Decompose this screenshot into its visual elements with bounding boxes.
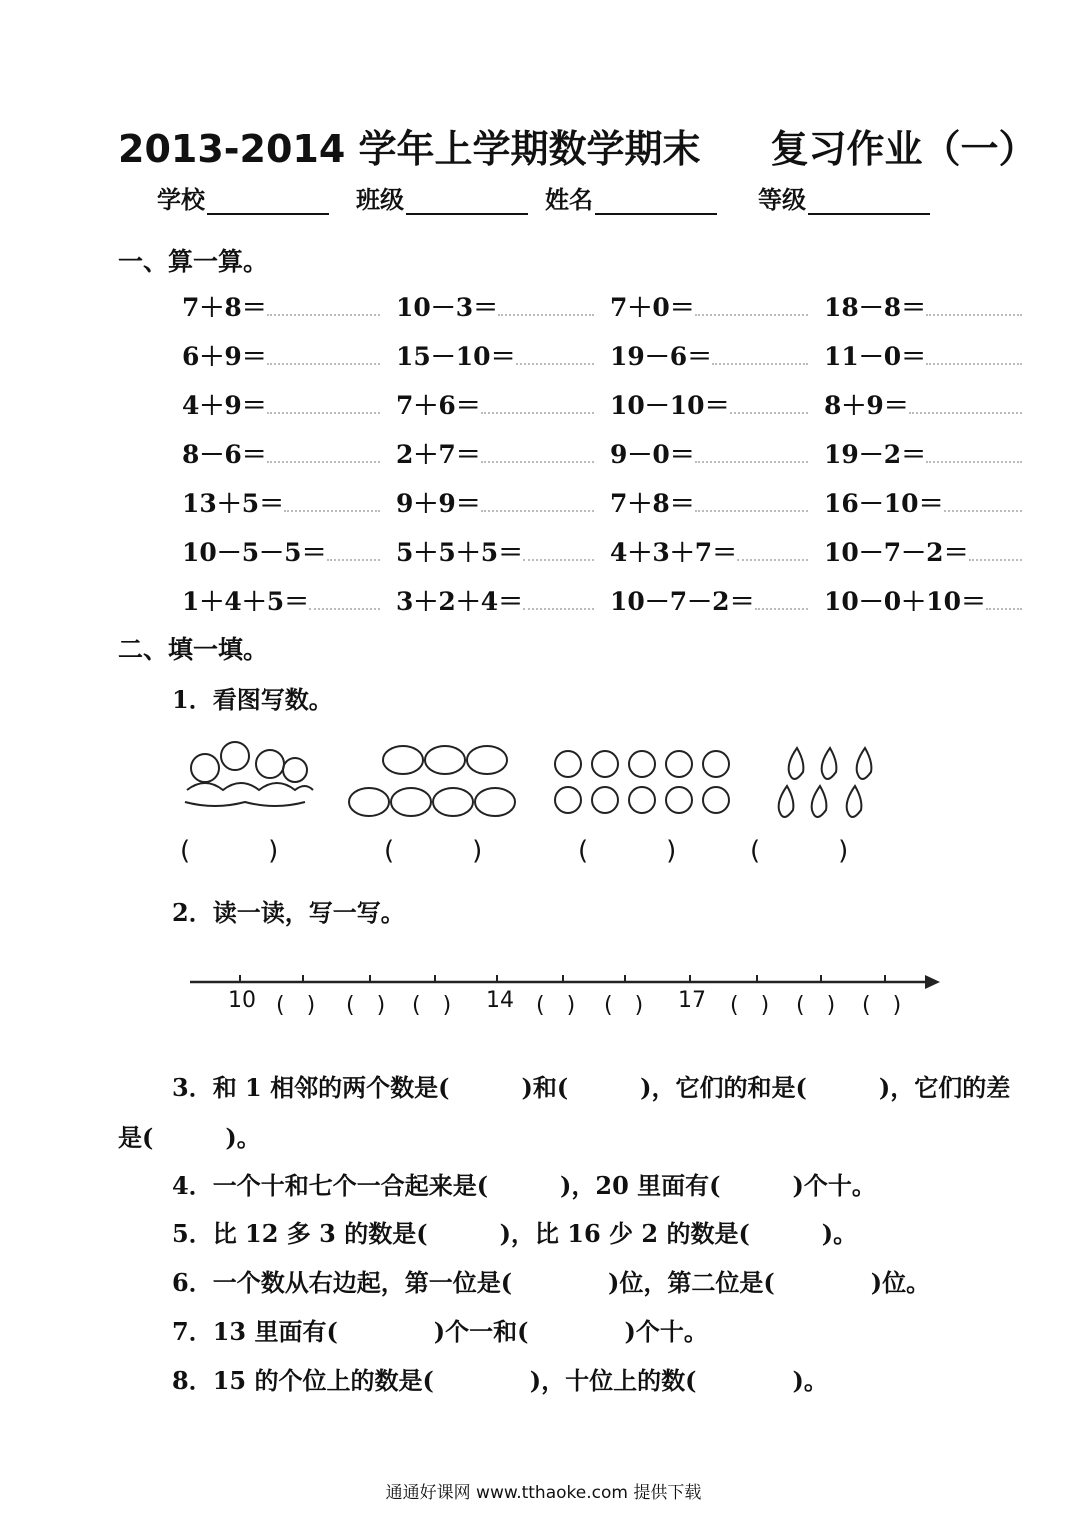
question-6: 6．一个数从右边起，第一位是( )位，第二位是( )位。 [172, 1268, 931, 1297]
equation-item [182, 386, 380, 422]
question-4: 4．一个十和七个一合起来是( )，20 里面有( )个十。 [172, 1171, 876, 1200]
answer-blank[interactable] [498, 312, 594, 316]
answer-blank[interactable] [737, 557, 808, 561]
school-field[interactable] [207, 189, 329, 215]
equation-item [182, 435, 380, 471]
answer-blank-apples[interactable]: ( ) [578, 836, 677, 866]
equation-item [396, 582, 594, 618]
numberline-label-14: 14 [486, 988, 514, 1013]
title-main: 2013-2014 学年上学期数学期末 [118, 127, 701, 171]
equation-item [610, 435, 808, 471]
equation-text: 8＋9＝ [824, 391, 909, 420]
question-3-line2: 是( )。 [118, 1123, 261, 1152]
answer-blank[interactable] [309, 606, 380, 610]
answer-blank[interactable] [909, 410, 1022, 414]
question-7: 7．13 里面有( )个一和( )个十。 [172, 1317, 708, 1346]
answer-blank[interactable] [926, 312, 1022, 316]
equation-text: 9＋9＝ [396, 489, 481, 518]
info-label: 姓名 [545, 185, 593, 214]
equation-item [610, 288, 808, 324]
answer-blank[interactable] [267, 361, 380, 365]
info-name [545, 180, 717, 215]
numberline-blank[interactable]: ( ) [276, 993, 316, 1018]
pear-illustration [779, 748, 872, 817]
answer-blank[interactable] [267, 312, 380, 316]
equation-item [610, 386, 808, 422]
equation-text: 1＋4＋5＝ [182, 587, 310, 616]
answer-blank[interactable] [267, 459, 380, 463]
equation-item [182, 582, 380, 618]
apple-illustration [555, 751, 729, 813]
equation-text: 10－7－2＝ [610, 587, 755, 616]
equation-text: 10－5－5＝ [182, 538, 327, 567]
answer-blank[interactable] [926, 361, 1022, 365]
question-1: 1．看图写数。 [172, 685, 333, 714]
equation-item [182, 337, 380, 373]
question-8: 8．15 的个位上的数是( )，十位上的数( )。 [172, 1366, 828, 1395]
equation-item [396, 533, 594, 569]
question-3-line1: 3．和 1 相邻的两个数是( )和( )，它们的和是( )，它们的差 [172, 1073, 1011, 1102]
answer-blank[interactable] [481, 508, 594, 512]
equation-item [182, 288, 380, 324]
info-school [157, 180, 329, 215]
name-field[interactable] [595, 189, 717, 215]
equation-item [396, 435, 594, 471]
question-5: 5．比 12 多 3 的数是( )，比 16 少 2 的数是( )。 [172, 1219, 858, 1248]
equation-text: 11－0＝ [824, 342, 927, 371]
equation-text: 19－2＝ [824, 440, 927, 469]
answer-blank[interactable] [730, 410, 808, 414]
answer-blank[interactable] [755, 606, 808, 610]
equation-item [396, 484, 594, 520]
answer-blank-pears[interactable]: ( ) [750, 836, 849, 866]
numberline-label-10: 10 [228, 988, 256, 1013]
equation-item [824, 337, 1022, 373]
equation-text: 10－3＝ [396, 293, 499, 322]
numberline-label-17: 17 [678, 988, 706, 1013]
equation-item [824, 582, 1022, 618]
equation-text: 4＋9＝ [182, 391, 267, 420]
equation-text: 3＋2＋4＝ [396, 587, 524, 616]
footer-credit: 通通好课网 www.tthaoke.com 提供下载 [385, 1483, 702, 1503]
equation-item [396, 386, 594, 422]
numberline-blank[interactable]: ( ) [862, 993, 902, 1018]
answer-blank[interactable] [267, 410, 380, 414]
equation-text: 4＋3＋7＝ [610, 538, 738, 567]
equation-text: 15－10＝ [396, 342, 516, 371]
equation-item [396, 337, 594, 373]
equation-text: 7＋6＝ [396, 391, 481, 420]
children-illustration [185, 742, 313, 806]
count-pictures [175, 730, 895, 830]
equation-text: 7＋8＝ [610, 489, 695, 518]
numberline-blank[interactable]: ( ) [346, 993, 386, 1018]
info-label: 等级 [758, 185, 806, 214]
class-field[interactable] [406, 189, 528, 215]
info-label: 学校 [157, 185, 205, 214]
info-class [356, 180, 528, 215]
equation-item [610, 533, 808, 569]
answer-blank[interactable] [695, 508, 808, 512]
section1-heading: 一、算一算。 [118, 247, 269, 276]
answer-blank[interactable] [481, 410, 594, 414]
equation-text: 5＋5＋5＝ [396, 538, 524, 567]
info-grade [758, 180, 930, 215]
equation-text: 2＋7＝ [396, 440, 481, 469]
numberline-blank[interactable]: ( ) [536, 993, 576, 1018]
equation-item [824, 533, 1022, 569]
grade-field[interactable] [808, 189, 930, 215]
answer-blank[interactable] [327, 557, 380, 561]
equation-text: 18－8＝ [824, 293, 927, 322]
answer-blank[interactable] [523, 557, 594, 561]
numberline-blank[interactable]: ( ) [604, 993, 644, 1018]
answer-blank[interactable] [523, 606, 594, 610]
equation-text: 6＋9＝ [182, 342, 267, 371]
pumpkin-illustration [349, 746, 515, 816]
equation-item [610, 582, 808, 618]
equation-item [182, 484, 380, 520]
answer-blank[interactable] [284, 508, 380, 512]
answer-blank-children[interactable]: ( ) [180, 836, 279, 866]
answer-blank[interactable] [986, 606, 1022, 610]
equation-item [610, 484, 808, 520]
equation-text: 9－0＝ [610, 440, 695, 469]
equation-text: 10－0＋10＝ [824, 587, 986, 616]
section2-heading: 二、填一填。 [118, 635, 269, 664]
equation-item [396, 288, 594, 324]
numberline-blank[interactable]: ( ) [730, 993, 770, 1018]
question-2: 2．读一读，写一写。 [172, 898, 405, 927]
answer-blank[interactable] [926, 459, 1022, 463]
answer-blank[interactable] [969, 557, 1022, 561]
equation-text: 7＋0＝ [610, 293, 695, 322]
equation-item [610, 337, 808, 373]
equation-text: 10－7－2＝ [824, 538, 969, 567]
title-sub: 复习作业（一） [770, 127, 1037, 171]
page-title [118, 118, 1037, 173]
equation-text: 7＋8＝ [182, 293, 267, 322]
equation-item [824, 435, 1022, 471]
info-label: 班级 [356, 185, 404, 214]
equation-item [182, 533, 380, 569]
equation-text: 16－10＝ [824, 489, 944, 518]
answer-blank-pumpkins[interactable]: ( ) [384, 836, 483, 866]
equation-text: 8－6＝ [182, 440, 267, 469]
answer-blank[interactable] [481, 459, 594, 463]
equation-item [824, 484, 1022, 520]
answer-blank[interactable] [695, 459, 808, 463]
equation-item [824, 386, 1022, 422]
answer-blank[interactable] [516, 361, 594, 365]
equation-text: 10－10＝ [610, 391, 730, 420]
equation-text: 19－6＝ [610, 342, 713, 371]
answer-blank[interactable] [712, 361, 808, 365]
answer-blank[interactable] [695, 312, 808, 316]
numberline-blank[interactable]: ( ) [412, 993, 452, 1018]
numberline-blank[interactable]: ( ) [796, 993, 836, 1018]
answer-blank[interactable] [944, 508, 1022, 512]
equation-item [824, 288, 1022, 324]
equation-text: 13＋5＝ [182, 489, 285, 518]
